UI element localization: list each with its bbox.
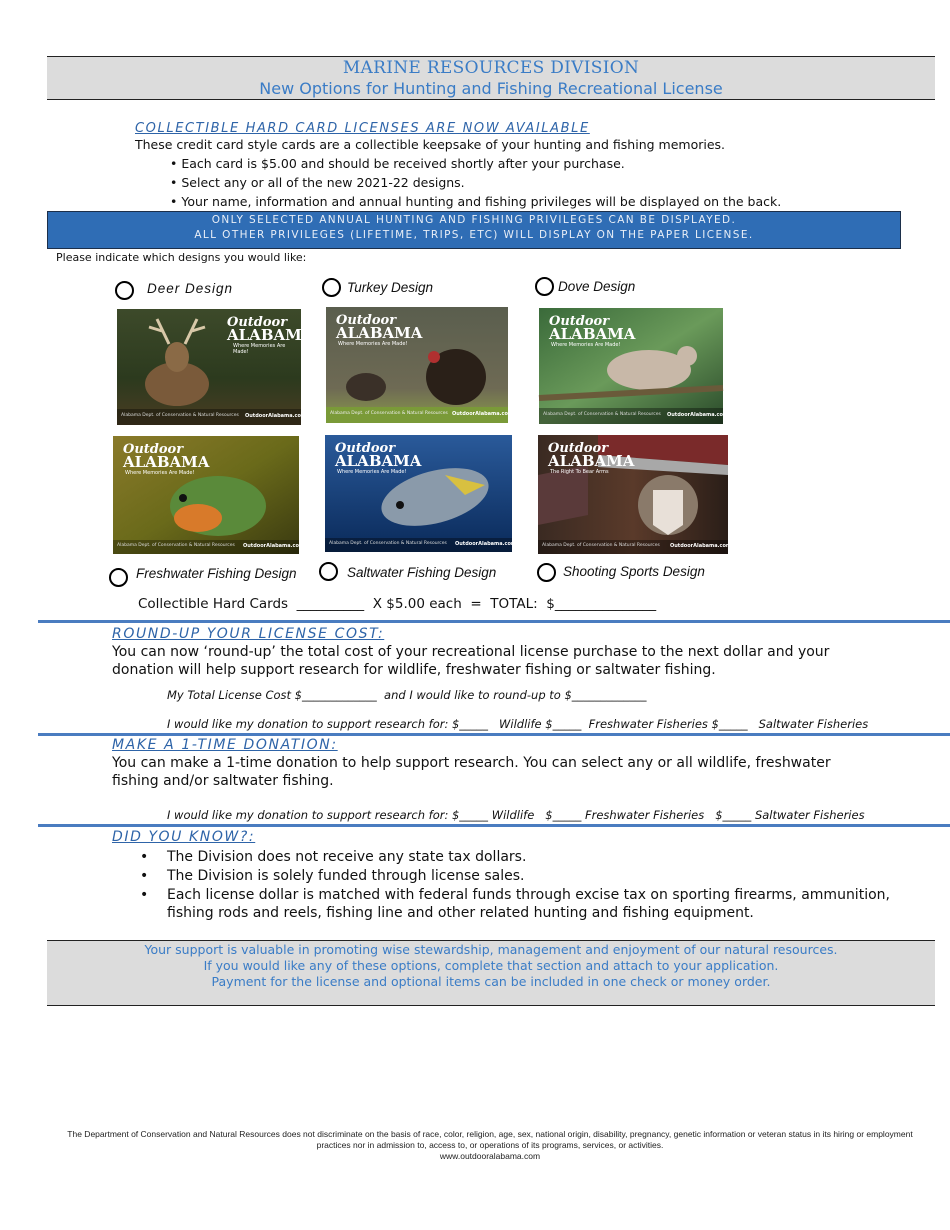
didyouknow-bullet: The Division is solely funded through license sales. [167, 868, 525, 884]
collectible-bullet: • Select any or all of the new 2021-22 designs. [170, 175, 465, 190]
card-footer-left: Alabama Dept. of Conservation & Natural Resources [542, 543, 660, 548]
roundup-text: You can now ‘round-up’ the total cost of your recreational license purchase to the next dollar and your [112, 644, 830, 660]
card-footer-right: OutdoorAlabama.com [670, 543, 732, 549]
card-brand-top: Outdoor [335, 441, 396, 456]
page-header [47, 56, 935, 100]
shooting-design-radio[interactable] [537, 563, 556, 582]
card-brand-main: ALABAMA [123, 453, 210, 471]
card-footer-left: Alabama Dept. of Conservation & Natural Resources [330, 411, 448, 416]
dove-design-label: Dove Design [558, 279, 636, 294]
roundup-text: donation will help support research for wildlife, freshwater fishing or saltwater fishing. [112, 662, 716, 678]
card-footer-right: OutdoorAlabama.com [667, 412, 729, 418]
bullet-text: Select any or all of the new 2021-22 designs. [181, 175, 465, 190]
card-footer-right: OutdoorAlabama.com [243, 543, 305, 549]
card-brand-main: ALABAMA [548, 452, 635, 470]
card-tagline: Where Memories Are Made! [338, 341, 408, 347]
roundup-cost-line[interactable]: My Total License Cost $_____________ and I would like to round-up to $_____________ [167, 688, 647, 702]
saltwater-card-image [325, 435, 517, 552]
freshwater-design-radio[interactable] [109, 568, 128, 587]
notice-line: ONLY SELECTED ANNUAL HUNTING AND FISHING PRIVILEGES CAN BE DISPLAYED. [211, 214, 737, 226]
card-brand-main: ALABAMA [227, 326, 314, 344]
privileges-notice-bar [47, 211, 901, 249]
support-line: If you would like any of these options, complete that section and attach to your application. [203, 958, 779, 973]
saltwater-design-radio[interactable] [319, 562, 338, 581]
deer-design-label: Deer Design [147, 281, 234, 296]
card-brand-main: ALABAMA [335, 452, 422, 470]
turkey-design-radio[interactable] [322, 278, 341, 297]
website-link[interactable]: www.outdooralabama.com [439, 1151, 541, 1161]
donation-text: You can make a 1-time donation to help support research. You can select any or all wildlife, freshwater [112, 755, 831, 771]
card-brand-top: Outdoor [123, 442, 184, 457]
collectible-intro: These credit card style cards are a collectible keepsake of your hunting and fishing memories. [135, 137, 726, 152]
deer-design-radio[interactable] [115, 281, 134, 300]
bullet-text: Each card is $5.00 and should be received shortly after your purchase. [181, 156, 625, 171]
dove-card-image [539, 308, 729, 424]
section-divider [38, 824, 950, 827]
support-line: Payment for the license and optional items can be included in one check or money order. [211, 974, 771, 989]
didyouknow-bullet: The Division does not receive any state tax dollars. [167, 849, 527, 865]
turkey-design-label: Turkey Design [347, 280, 434, 295]
roundup-donation-line[interactable]: I would like my donation to support research for: $_____ Wildlife $_____ Freshwater Fisheries $_____ Saltwater Fisheries [167, 717, 869, 731]
didyouknow-bullet-marker: • [140, 868, 149, 884]
collectible-bullet: • Your name, information and annual hunting and fishing privileges will be displayed on the back. [170, 194, 782, 209]
card-footer-right: OutdoorAlabama.com [455, 541, 517, 547]
freshwater-design-label: Freshwater Fishing Design [136, 566, 297, 581]
card-brand-top: Outdoor [227, 315, 288, 330]
section-divider [38, 733, 950, 736]
didyouknow-bullet-cont: fishing rods and reels, fishing line and other related hunting and fishing equipment. [167, 905, 754, 921]
shooting-design-label: Shooting Sports Design [563, 564, 705, 579]
support-line: Your support is valuable in promoting wise stewardship, management and enjoyment of our natural resources. [144, 942, 838, 957]
deer-card-image [117, 309, 314, 425]
design-prompt: Please indicate which designs you would like: [56, 251, 307, 264]
disclaimer-line: The Department of Conservation and Natural Resources does not discriminate on the basis of race, color, religion, age, sex, national origin, disability, pregnancy, genetic information or veteran status in its hiring or employment [67, 1129, 913, 1139]
card-tagline: Where Memories Are Made! [337, 469, 407, 475]
collectible-bullet: • Each card is $5.00 and should be received shortly after your purchase. [170, 156, 625, 171]
card-brand-top: Outdoor [548, 441, 609, 456]
roundup-section-title: ROUND-UP YOUR LICENSE COST: [112, 626, 385, 642]
collectible-section-title: COLLECTIBLE HARD CARD LICENSES ARE NOW AVAILABLE [135, 121, 590, 136]
notice-line: ALL OTHER PRIVILEGES (LIFETIME, TRIPS, ETC) WILL DISPLAY ON THE PAPER LICENSE. [194, 229, 754, 241]
freshwater-card-image [113, 436, 305, 554]
card-footer-left: Alabama Dept. of Conservation & Natural Resources [121, 413, 239, 418]
disclaimer-line: practices nor in admission to, access to, or operations of its programs, services, or activities. [316, 1140, 664, 1150]
card-footer-right: OutdoorAlabama.com [452, 411, 514, 417]
saltwater-design-label: Saltwater Fishing Design [347, 565, 497, 580]
card-tagline: The Right To Bear Arms [550, 469, 609, 475]
donation-text: fishing and/or saltwater fishing. [112, 773, 334, 789]
card-tagline: Where Memories Are Made! [233, 343, 286, 355]
card-brand-top: Outdoor [336, 313, 397, 328]
bullet-text: Your name, information and annual hunting and fishing privileges will be displayed on the back. [181, 194, 782, 209]
card-footer-right: OutdoorAlabama.com [245, 413, 307, 419]
nondiscrimination-disclaimer [60, 1129, 920, 1162]
page-title: MARINE RESOURCES DIVISION [342, 58, 640, 78]
card-footer-left: Alabama Dept. of Conservation & Natural Resources [543, 412, 661, 417]
turkey-card-image [326, 307, 514, 423]
donation-section-title: MAKE A 1-TIME DONATION: [112, 737, 338, 753]
hard-card-total-line[interactable]: Collectible Hard Cards __________ X $5.00 each = TOTAL: $_______________ [138, 596, 657, 612]
donation-line[interactable]: I would like my donation to support research for: $_____ Wildlife $_____ Freshwater Fisheries $_____ Saltwater Fisheries [167, 808, 865, 822]
page-subtitle: New Options for Hunting and Fishing Recreational License [259, 79, 723, 98]
card-tagline: Where Memories Are Made! [551, 342, 621, 348]
didyouknow-bullet-marker: • [140, 887, 149, 903]
support-message-box [47, 940, 935, 1006]
card-brand-main: ALABAMA [549, 325, 636, 343]
didyouknow-bullet-marker: • [140, 849, 149, 865]
card-footer-left: Alabama Dept. of Conservation & Natural Resources [329, 541, 447, 546]
didyouknow-section-title: DID YOU KNOW?: [112, 829, 256, 845]
card-footer-left: Alabama Dept. of Conservation & Natural Resources [117, 543, 235, 548]
section-divider [38, 620, 950, 623]
card-tagline: Where Memories Are Made! [125, 470, 195, 476]
card-brand-main: ALABAMA [336, 324, 423, 342]
dove-design-radio[interactable] [535, 277, 554, 296]
didyouknow-bullet: Each license dollar is matched with federal funds through excise tax on sporting firearms, ammunition, [167, 887, 890, 903]
shooting-card-image [538, 435, 732, 554]
card-brand-top: Outdoor [549, 314, 610, 329]
